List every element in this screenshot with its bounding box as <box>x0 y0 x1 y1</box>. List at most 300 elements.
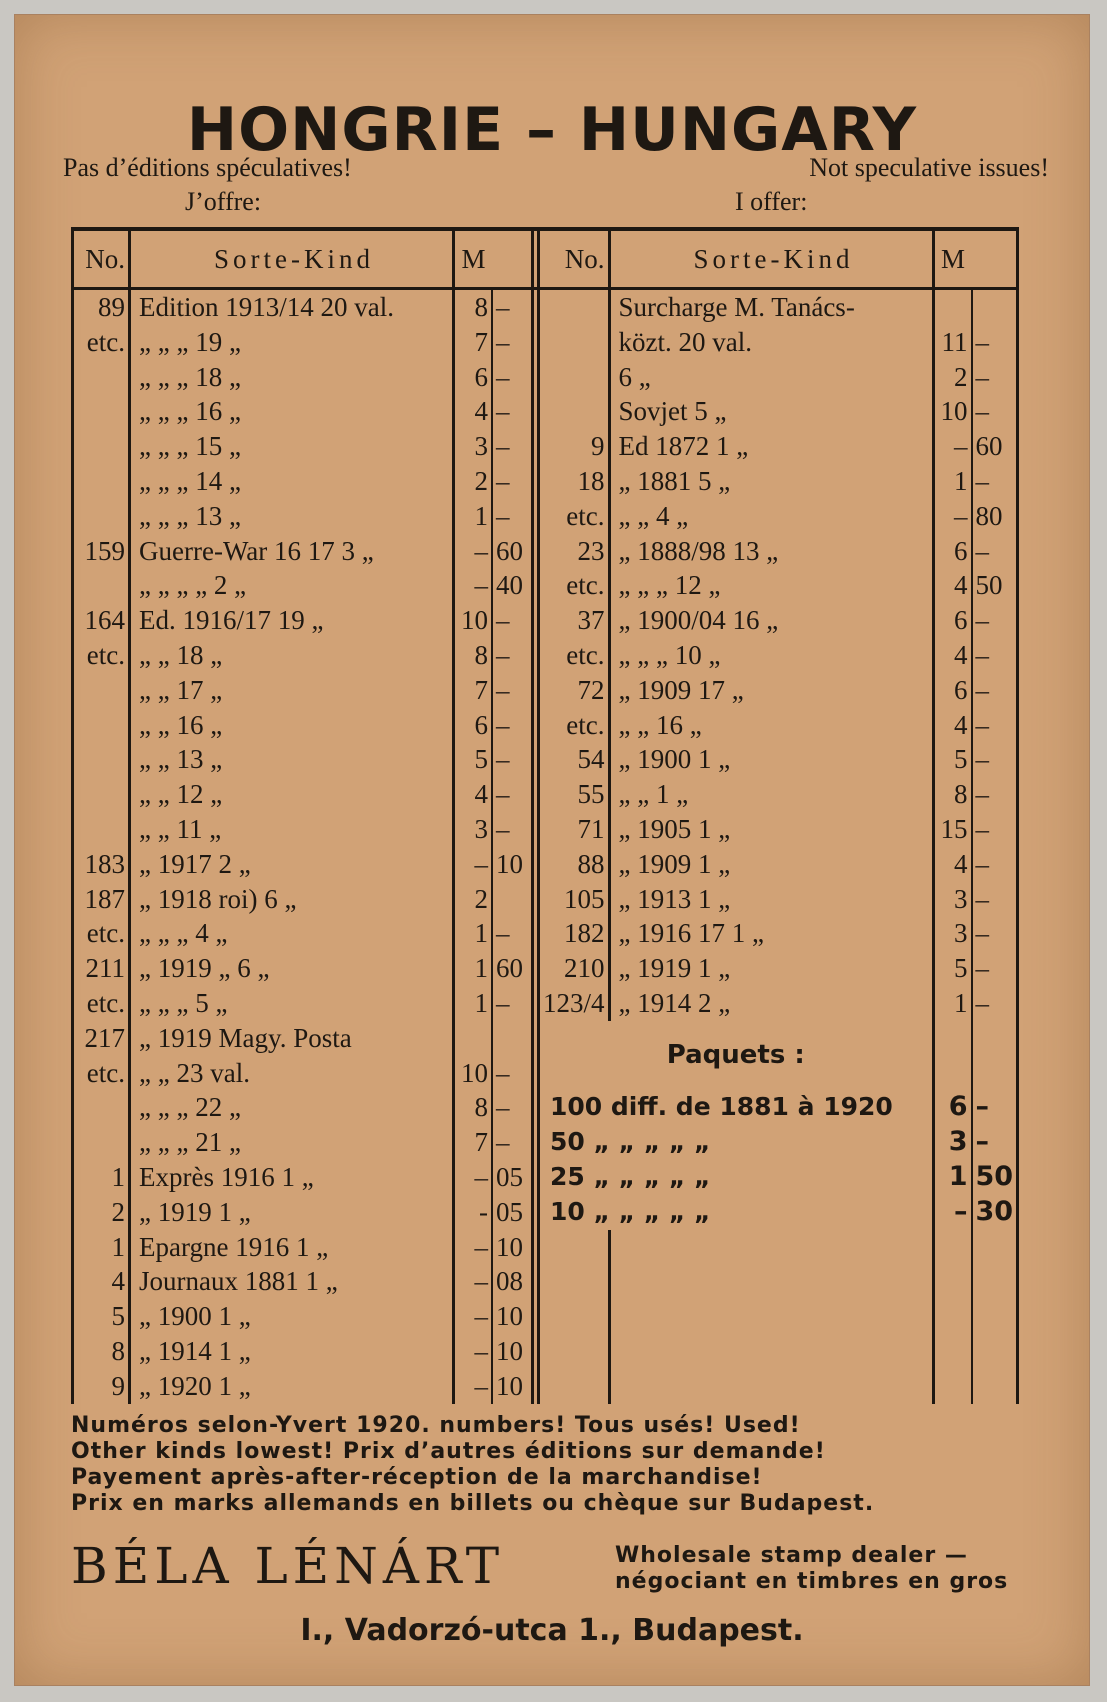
row-number-2: 71 <box>539 812 610 847</box>
row-price-fillér: 10 <box>492 1230 533 1265</box>
table-row <box>73 1264 1018 1299</box>
row-price-marks-2: 4 <box>933 638 972 673</box>
row-price-fillér-2: – <box>972 847 1018 882</box>
row-price-marks: 5 <box>454 742 493 777</box>
row-price-marks: 8 <box>454 1090 493 1125</box>
footer-line: Payement après-after-réception de la marchandise! <box>71 1465 763 1490</box>
row-number <box>73 464 130 499</box>
row-kind-2: közt. 20 val. <box>618 326 752 357</box>
row-number: 8 <box>73 1334 130 1369</box>
row-price-fillér: – <box>492 673 533 708</box>
row-kind: Epargne 1916 1 „ <box>139 1231 329 1262</box>
row-kind: „ „ 23 val. <box>139 1057 250 1088</box>
table-row <box>73 534 1018 569</box>
packet-price-fillér: – <box>972 1090 1018 1125</box>
table-row <box>73 603 1018 638</box>
row-kind-2 <box>609 1369 933 1404</box>
row-price-marks-2: 2 <box>933 360 972 395</box>
row-number-2 <box>539 1299 610 1334</box>
row-price-fillér-2: – <box>972 986 1018 1021</box>
row-price-marks: 4 <box>454 394 493 429</box>
row-number-2 <box>539 1264 610 1299</box>
row-number <box>73 812 130 847</box>
row-price-fillér-2: – <box>972 638 1018 673</box>
packet-label: 50 „ „ „ „ „ <box>550 1127 711 1157</box>
header-kind-2: Sorte-Kind <box>609 229 933 289</box>
row-price-fillér-2: – <box>972 464 1018 499</box>
row-price-marks-2: 11 <box>933 325 972 360</box>
row-price-fillér-2: – <box>972 882 1018 917</box>
row-price-marks-2: 10 <box>933 394 972 429</box>
row-price-marks: – <box>454 1369 493 1404</box>
row-number: 2 <box>73 1195 130 1230</box>
subtitle-en: Not speculative issues! <box>809 153 1049 182</box>
packet-label: 10 „ „ „ „ „ <box>550 1196 711 1226</box>
table-row <box>73 360 1018 395</box>
row-price-marks-2: 1 <box>933 986 972 1021</box>
row-price-fillér-2: – <box>972 708 1018 743</box>
row-kind-2: Sovjet 5 „ <box>618 396 727 427</box>
row-price-fillér: 60 <box>492 951 533 986</box>
row-price-marks: – <box>454 534 493 569</box>
row-price-fillér-2: – <box>972 325 1018 360</box>
row-kind: „ „ 18 „ <box>139 639 223 670</box>
footer-line: Numéros selon-Yvert 1920. numbers! Tous usés! Used! <box>71 1413 801 1438</box>
row-price-marks: 1 <box>454 951 493 986</box>
table-row <box>73 1299 1018 1334</box>
row-price-fillér: – <box>492 429 533 464</box>
row-price-marks-2: 6 <box>933 673 972 708</box>
row-kind: „ 1919 1 „ <box>139 1196 251 1227</box>
row-price-fillér-2 <box>972 1299 1018 1334</box>
row-number <box>73 777 130 812</box>
row-price-marks-2 <box>933 1299 972 1334</box>
row-kind: „ 1920 1 „ <box>139 1370 251 1401</box>
table-row <box>73 499 1018 534</box>
row-price-marks: 1 <box>454 916 493 951</box>
row-price-marks-2: 4 <box>933 847 972 882</box>
row-kind: „ „ 16 „ <box>139 709 223 740</box>
row-kind-2: „ 1919 1 „ <box>618 953 731 984</box>
row-kind: „ „ 13 „ <box>139 744 223 775</box>
row-number-2: 23 <box>539 534 610 569</box>
row-price-marks: 10 <box>454 1056 493 1091</box>
row-price-fillér: – <box>492 360 533 395</box>
table-row <box>73 742 1018 777</box>
row-price-marks: 7 <box>454 1125 493 1160</box>
row-price-fillér-2: – <box>972 916 1018 951</box>
row-price-fillér-2 <box>972 289 1018 325</box>
table-row <box>73 882 1018 917</box>
row-kind-2 <box>609 1299 933 1334</box>
row-price-fillér-2: – <box>972 534 1018 569</box>
row-kind: „ „ 11 „ <box>139 813 222 844</box>
row-price-marks-2 <box>933 1369 972 1404</box>
row-kind: Exprès 1916 1 „ <box>139 1161 314 1192</box>
row-price-fillér-2 <box>972 1230 1018 1265</box>
price-list-card <box>14 14 1090 1686</box>
row-kind-2: „ „ 1 „ <box>618 779 689 810</box>
row-price-marks-2: 6 <box>933 603 972 638</box>
row-number: etc. <box>73 325 130 360</box>
table-row <box>73 916 1018 951</box>
row-price-marks-2: 6 <box>933 534 972 569</box>
row-kind: „ 1918 roi) 6 „ <box>139 883 297 914</box>
packet-price-marks: – <box>933 1195 972 1230</box>
row-number-2 <box>539 1334 610 1369</box>
row-number-2 <box>539 360 610 395</box>
row-price-fillér-2: – <box>972 742 1018 777</box>
offer-en: I offer: <box>735 187 808 216</box>
row-price-marks: 8 <box>454 638 493 673</box>
row-price-marks-2: 5 <box>933 951 972 986</box>
row-kind-2: „ 1900/04 16 „ <box>618 605 779 636</box>
table-row <box>73 1021 1018 1056</box>
packet-price-marks: 6 <box>933 1090 972 1125</box>
row-number: 5 <box>73 1299 130 1334</box>
row-number: 187 <box>73 882 130 917</box>
row-number: etc. <box>73 916 130 951</box>
row-price-marks-2: 4 <box>933 708 972 743</box>
footer-line: Prix en marks allemands en billets ou chèque sur Budapest. <box>71 1491 875 1516</box>
row-number-2: etc. <box>539 499 610 534</box>
row-price-marks-2: 3 <box>933 882 972 917</box>
row-number-2: 37 <box>539 603 610 638</box>
row-number-2: 9 <box>539 429 610 464</box>
row-kind-2: „ 1900 1 „ <box>618 744 731 775</box>
table-row <box>73 951 1018 986</box>
row-price-marks: – <box>454 847 493 882</box>
packets-spacer <box>933 1021 972 1091</box>
row-price-marks-2 <box>933 1230 972 1265</box>
row-kind-2 <box>609 1334 933 1369</box>
table-row <box>73 1160 1018 1195</box>
row-price-fillér: 08 <box>492 1264 533 1299</box>
table-row <box>73 673 1018 708</box>
row-number: 159 <box>73 534 130 569</box>
row-kind-2: „ 1909 17 „ <box>618 674 744 705</box>
row-price-marks: 6 <box>454 708 493 743</box>
row-price-fillér: – <box>492 742 533 777</box>
table-row <box>73 325 1018 360</box>
row-number: etc. <box>73 638 130 673</box>
row-price-marks: 2 <box>454 882 493 917</box>
row-price-fillér: 10 <box>492 847 533 882</box>
row-price-fillér: – <box>492 1090 533 1125</box>
row-number-2: 182 <box>539 916 610 951</box>
packet-price-fillér: – <box>972 1125 1018 1160</box>
row-number <box>73 1090 130 1125</box>
row-kind: „ „ „ 5 „ <box>139 987 228 1018</box>
row-price-marks-2: 1 <box>933 464 972 499</box>
row-price-marks: 1 <box>454 499 493 534</box>
row-price-marks-2: – <box>933 499 972 534</box>
row-kind-2: „ 1905 1 „ <box>618 813 731 844</box>
row-kind: „ „ „ 13 „ <box>139 500 241 531</box>
row-kind: „ „ 12 „ <box>139 779 223 810</box>
row-price-fillér-2 <box>972 1369 1018 1404</box>
row-price-fillér: 05 <box>492 1160 533 1195</box>
table-row <box>73 777 1018 812</box>
row-price-marks-2: – <box>933 429 972 464</box>
row-price-fillér: – <box>492 638 533 673</box>
row-number-2: 123/4 <box>539 986 610 1021</box>
row-kind-2: Ed 1872 1 „ <box>618 431 749 462</box>
dealer-address: I., Vadorzó-utca 1., Budapest. <box>300 1613 804 1648</box>
row-price-fillér: – <box>492 916 533 951</box>
row-price-fillér: 10 <box>492 1369 533 1404</box>
row-kind-2 <box>609 1264 933 1299</box>
header-kind: Sorte-Kind <box>130 229 454 289</box>
page-title: HONGRIE – HUNGARY <box>186 95 918 165</box>
row-kind-2: Surcharge M. Tanács- <box>618 292 855 322</box>
row-price-fillér-2: 60 <box>972 429 1018 464</box>
header-m-cents-2 <box>972 229 1018 289</box>
row-kind-2: „ „ 4 „ <box>618 500 689 531</box>
row-price-fillér-2: – <box>972 673 1018 708</box>
row-price-marks-2 <box>933 1264 972 1299</box>
row-price-fillér: – <box>492 1125 533 1160</box>
row-price-fillér: 60 <box>492 534 533 569</box>
row-kind-2: „ 1916 17 1 „ <box>618 918 764 949</box>
row-number <box>73 499 130 534</box>
column-gap <box>533 1056 539 1091</box>
row-price-fillér: – <box>492 325 533 360</box>
row-price-marks-2: 3 <box>933 916 972 951</box>
row-kind: Ed. 1916/17 19 „ <box>139 605 324 636</box>
dealer-role-fr: négociant en timbres en gros <box>615 1569 1009 1594</box>
row-kind: „ 1900 1 „ <box>139 1301 251 1332</box>
table-row <box>73 638 1018 673</box>
table-row <box>73 1195 1018 1230</box>
table-row <box>73 289 1018 325</box>
row-price-marks: – <box>454 1230 493 1265</box>
row-number: 9 <box>73 1369 130 1404</box>
table-row <box>73 1125 1018 1160</box>
subtitle-fr: Pas d’éditions spéculatives! <box>63 153 352 182</box>
price-table <box>71 227 1019 1404</box>
row-number <box>73 708 130 743</box>
row-kind-2 <box>609 1230 933 1265</box>
row-price-fillér <box>492 882 533 917</box>
row-price-marks-2 <box>933 1334 972 1369</box>
row-kind: „ „ „ 19 „ <box>139 326 241 357</box>
row-number-2: etc. <box>539 638 610 673</box>
row-number: 1 <box>73 1160 130 1195</box>
row-number <box>73 568 130 603</box>
row-number: 1 <box>73 1230 130 1265</box>
row-kind: „ „ „ 14 „ <box>139 465 241 496</box>
row-number <box>73 673 130 708</box>
row-number: 217 <box>73 1021 130 1056</box>
row-kind: „ 1919 Magy. Posta <box>139 1022 352 1053</box>
row-kind: Journaux 1881 1 „ <box>139 1266 338 1297</box>
table-row <box>73 429 1018 464</box>
row-price-marks: – <box>454 1334 493 1369</box>
row-price-fillér: 10 <box>492 1334 533 1369</box>
row-number: etc. <box>73 1056 130 1091</box>
row-price-marks: 3 <box>454 429 493 464</box>
header-m: M <box>454 229 493 289</box>
row-price-fillér-2 <box>972 1264 1018 1299</box>
row-number-2: 54 <box>539 742 610 777</box>
row-price-marks: – <box>454 568 493 603</box>
row-price-marks: 8 <box>454 289 493 325</box>
row-price-fillér-2: 80 <box>972 499 1018 534</box>
row-number: 4 <box>73 1264 130 1299</box>
row-price-marks-2: 8 <box>933 777 972 812</box>
row-kind-2: „ „ 16 „ <box>618 709 702 740</box>
row-kind: „ „ „ 21 „ <box>139 1127 241 1158</box>
row-kind-2: „ „ „ 10 „ <box>618 639 721 670</box>
row-number: 183 <box>73 847 130 882</box>
header-no: No. <box>73 229 130 289</box>
row-number: 89 <box>73 289 130 325</box>
row-price-fillér: 10 <box>492 1299 533 1334</box>
row-number-2: 105 <box>539 882 610 917</box>
header-no-2: No. <box>539 229 610 289</box>
row-price-marks: 4 <box>454 777 493 812</box>
row-price-fillér: – <box>492 394 533 429</box>
row-price-marks: 10 <box>454 603 493 638</box>
row-price-marks: 7 <box>454 325 493 360</box>
row-price-marks-2: 15 <box>933 812 972 847</box>
packet-price-fillér: 30 <box>972 1195 1018 1230</box>
dealer-role-en: Wholesale stamp dealer — <box>615 1543 968 1568</box>
row-price-marks: 6 <box>454 360 493 395</box>
row-number-2: 210 <box>539 951 610 986</box>
row-price-marks-2: 5 <box>933 742 972 777</box>
row-number <box>73 394 130 429</box>
row-kind: „ „ „ 4 „ <box>139 918 228 949</box>
row-kind: „ „ „ 18 „ <box>139 361 241 392</box>
table-row <box>73 1369 1018 1404</box>
footer-line: Other kinds lowest! Prix d’autres éditions sur demande! <box>71 1439 826 1464</box>
row-price-marks <box>454 1021 493 1056</box>
packet-price-marks: 3 <box>933 1125 972 1160</box>
header-m-2: M <box>933 229 972 289</box>
row-number: 211 <box>73 951 130 986</box>
row-price-marks: – <box>454 1160 493 1195</box>
row-number-2: 88 <box>539 847 610 882</box>
dealer-name: BÉLA LÉNÁRT <box>71 1537 505 1595</box>
row-price-marks: - <box>454 1195 493 1230</box>
table-row <box>73 708 1018 743</box>
row-number: etc. <box>73 986 130 1021</box>
row-kind: „ 1914 1 „ <box>139 1335 251 1366</box>
row-number-2 <box>539 1369 610 1404</box>
row-kind: „ „ „ 15 „ <box>139 431 241 462</box>
row-price-fillér: – <box>492 812 533 847</box>
row-number-2: etc. <box>539 708 610 743</box>
row-kind: „ „ „ „ 2 „ <box>139 570 247 601</box>
row-kind: „ 1919 „ 6 „ <box>139 953 270 984</box>
row-number-2 <box>539 325 610 360</box>
row-price-fillér: – <box>492 777 533 812</box>
row-price-fillér-2: – <box>972 777 1018 812</box>
row-price-marks: 3 <box>454 812 493 847</box>
table-row <box>73 847 1018 882</box>
table-row <box>73 394 1018 429</box>
row-number <box>73 429 130 464</box>
packets-block: Paquets : <box>666 1040 805 1071</box>
row-price-fillér: – <box>492 603 533 638</box>
row-price-fillér-2: – <box>972 360 1018 395</box>
row-price-fillér-2: – <box>972 394 1018 429</box>
row-price-fillér-2: – <box>972 812 1018 847</box>
row-kind-2: „ 1888/98 13 „ <box>618 535 779 566</box>
row-kind-2: „ 1881 5 „ <box>618 465 731 496</box>
offer-fr: J’offre: <box>185 187 262 216</box>
row-number: 164 <box>73 603 130 638</box>
packet-label: 25 „ „ „ „ „ <box>550 1161 711 1191</box>
row-price-fillér <box>492 1021 533 1056</box>
row-kind-2: „ 1913 1 „ <box>618 883 731 914</box>
row-kind-2: „ 1909 1 „ <box>618 848 731 879</box>
table-row <box>73 464 1018 499</box>
row-price-fillér: – <box>492 1056 533 1091</box>
row-number <box>73 360 130 395</box>
row-kind: „ „ „ 16 „ <box>139 396 241 427</box>
row-number-2 <box>539 1230 610 1265</box>
packets-spacer <box>972 1021 1018 1091</box>
table-row <box>73 1230 1018 1265</box>
row-price-marks: – <box>454 1299 493 1334</box>
row-price-marks: 1 <box>454 986 493 1021</box>
row-price-fillér-2: 50 <box>972 568 1018 603</box>
row-kind-2: 6 „ <box>618 361 651 392</box>
row-number-2: etc. <box>539 568 610 603</box>
table-row <box>73 986 1018 1021</box>
row-price-marks-2: 4 <box>933 568 972 603</box>
row-number-2: 18 <box>539 464 610 499</box>
row-price-marks: 2 <box>454 464 493 499</box>
row-price-fillér: – <box>492 499 533 534</box>
row-price-fillér: 05 <box>492 1195 533 1230</box>
table-header-row <box>73 229 1018 289</box>
row-price-fillér-2 <box>972 1334 1018 1369</box>
table-row <box>73 1090 1018 1125</box>
row-price-fillér-2: – <box>972 603 1018 638</box>
row-price-marks: – <box>454 1264 493 1299</box>
row-kind-2: „ 1914 2 „ <box>618 987 731 1018</box>
row-number-2: 55 <box>539 777 610 812</box>
row-price-marks: 7 <box>454 673 493 708</box>
row-price-fillér: – <box>492 708 533 743</box>
row-number-2: 72 <box>539 673 610 708</box>
row-kind: „ „ „ 22 „ <box>139 1092 241 1123</box>
row-price-marks-2 <box>933 289 972 325</box>
row-kind: „ 1917 2 „ <box>139 848 251 879</box>
row-price-fillér: – <box>492 986 533 1021</box>
table-row <box>73 1334 1018 1369</box>
row-number-2 <box>539 394 610 429</box>
row-price-fillér: – <box>492 464 533 499</box>
row-price-fillér-2: – <box>972 951 1018 986</box>
table-row <box>73 812 1018 847</box>
row-kind: Guerre-War 16 17 3 „ <box>139 535 374 566</box>
packet-price-fillér: 50 <box>972 1160 1018 1195</box>
row-kind: Edition 1913/14 20 val. <box>139 292 394 322</box>
row-number <box>73 742 130 777</box>
row-number <box>73 1125 130 1160</box>
row-price-fillér: – <box>492 289 533 325</box>
row-kind-2: „ „ „ 12 „ <box>618 570 721 601</box>
row-kind: „ „ 17 „ <box>139 674 223 705</box>
header-m-cents <box>492 229 533 289</box>
packet-label: 100 diff. de 1881 à 1920 <box>550 1092 893 1122</box>
table-row <box>73 568 1018 603</box>
